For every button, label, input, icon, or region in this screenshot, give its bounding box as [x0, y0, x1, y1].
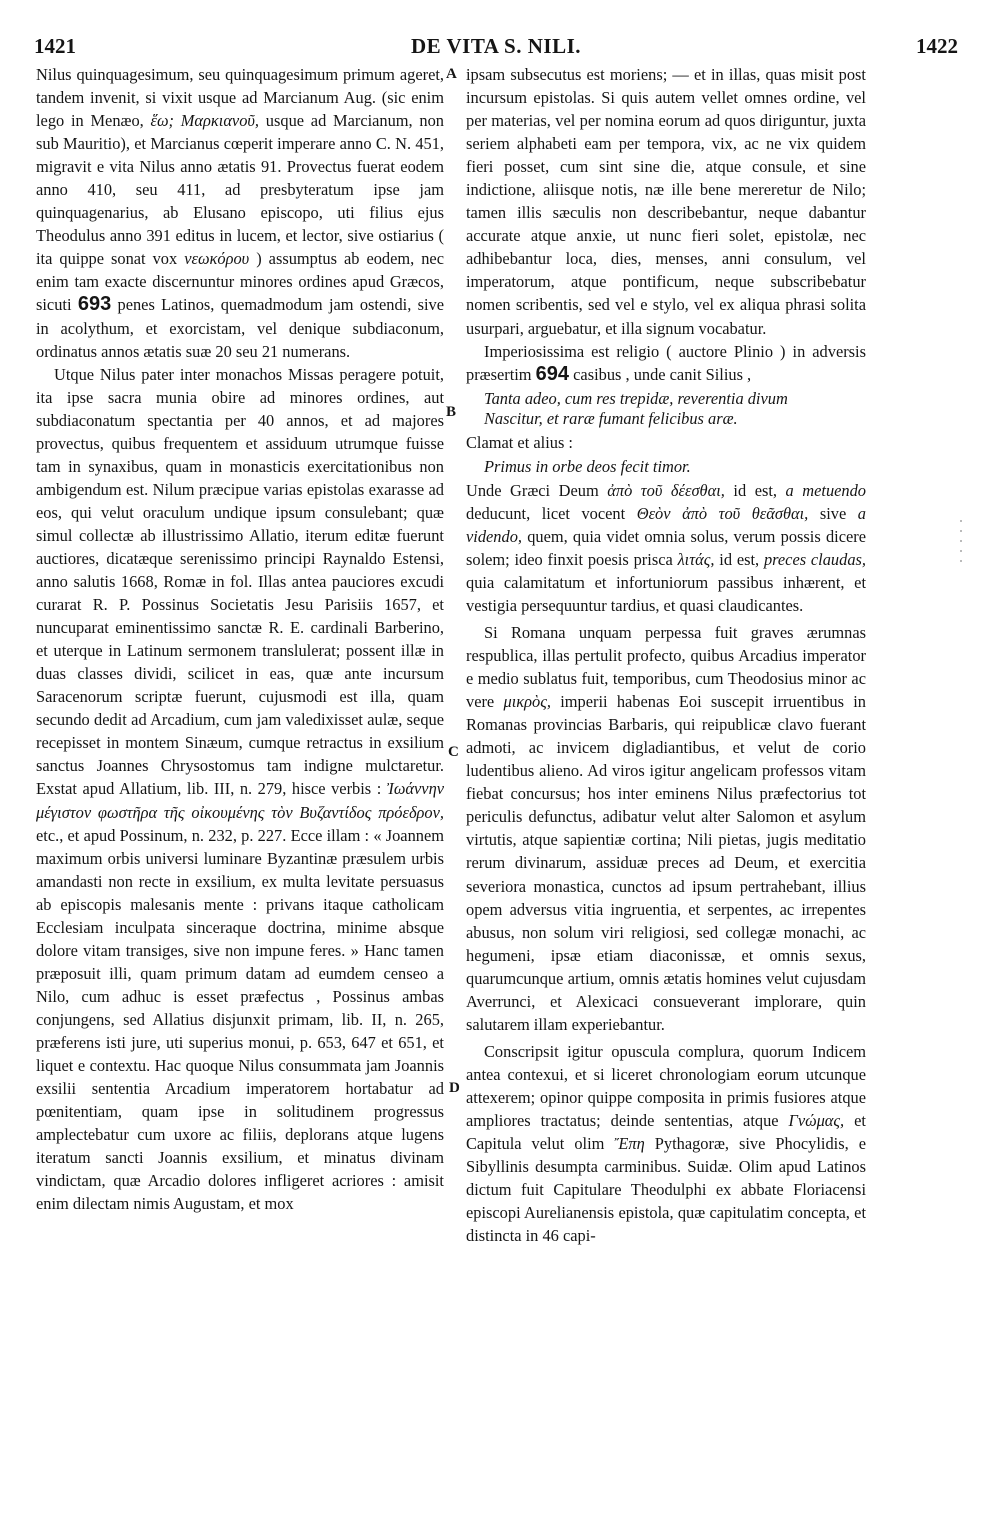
scan-speckle-decoration [958, 520, 964, 580]
verse-quotation-1: Tanta adeo, cum res trepidæ, reverentia divum Nascitur, et raræ fumant felicibus aræ. [484, 388, 788, 428]
left-column [36, 63, 444, 1215]
right-paragraph-3: Unde Græci Deum ἀπὸ τοῦ δέεσθαι, id est, a metuendo deducunt, licet vocent Θεὸν ἀπὸ τοῦ θεᾶσθαι, sive a videndo, quem, quia videt omnia solus, verum possis dicere solem; ideo finxit poesis prisca λιτάς, id est, preces claudas, quia calamitatum et infortuniorum passibus inhærent, et vestigia persequuntur tardius, et quasi claudicantes. [466, 480, 867, 615]
greek-text: Θεὸν ἀπὸ τοῦ θεᾶσθαι, [636, 503, 809, 523]
greek-text: λιτάς, [677, 549, 715, 569]
right-column [466, 63, 866, 1247]
left-page-number: 1421 [34, 34, 76, 58]
greek-text: Γνώμας, [788, 1110, 845, 1130]
margin-letter-b: B [446, 404, 457, 420]
margin-letter-d: D [449, 1080, 460, 1096]
right-clamat-line: Clamat et alius : [466, 432, 573, 452]
column-marker-number: 693 [77, 293, 112, 316]
margin-letter-c: C [448, 744, 459, 760]
greek-text: Μαρκιανοῦ, [180, 111, 260, 131]
greek-text: Ἔπη [614, 1134, 645, 1154]
right-paragraph-2: Imperiosissima est religio ( auctore Plinio ) in adversis præsertim 694 casibus , unde canit Silius , [466, 341, 866, 385]
right-paragraph-1: ipsam subsecutus est moriens; — et in illas, quas misit post incursum epistolas. Si quis autem vellet omnes ordine, vel per materias, vel per nomina eorum ad quos diriguntur, juxta seriem alphabeti eam per tempora, vix, ac ne vix quidem fieri posset, cum sint sine die, atque consule, et sine indictione, aliisque notis, næ ille bene mereretur de Nilo; tamen illis sæculis non describebantur, neque dabantur accurate atque anxie, ut nunc fieri solet, epistolæ, nec adhibebantur loca, dies, menses, anni consulum, vel imperatorum, atque pontificum, neque subscribebatur nomen scribentis, sed vel e stylo, vel ex aliqua phrasi solita usurpari, arguebatur, et illa signum vocabatur. [466, 65, 866, 338]
verse-quotation-2: Primus in orbe deos fecit timor. [484, 456, 691, 476]
column-marker-number: 694 [535, 362, 570, 385]
greek-text: μικρὸς, [503, 692, 551, 712]
margin-letter-a: A [446, 66, 457, 82]
greek-text: ἀπὸ τοῦ δέεσθαι, [607, 480, 725, 500]
running-title: DE VITA S. NILI. [410, 34, 582, 58]
greek-text: Ἰωάννην μέγιστον φωστῆρα τῆς οἰκουμένης τὸν Βυζαντίδος πρόεδρον, [36, 779, 444, 822]
right-page-number: 1422 [916, 34, 958, 58]
left-paragraph-1: Nilus quinquagesimum, seu quinquagesimum primum ageret, tandem invenit, si vixit usque ad Marcianum Aug. (sic enim lego in Menæo, ἕω; Μαρκιανοῦ, usque ad Marcianum, non sub Mauritio), et Marcianus cœperit imperare anno C. N. 451, migravit e vita Nilus anno ætatis 91. Provectus fuerat eodem anno 410, seu 411, ad presbyteratum ipse jam quinquagenarius, ab Elusano episcopo, uti filius ejus Theodulus anno 391 editus in lucem, et lector, sive ostiarius ( ita quippe sonat vox νεωκόρου ) assumptus ab eodem, nec enim tam exacte discernuntur minores ordines apud Græcos, sicuti 693 penes Latinos, quemadmodum jam ostendi, sive in acolythum, et exorcistam, vel denique subdiaconum, ordinatus annos ætatis suæ 20 seu 21 numerans. [36, 65, 444, 361]
left-paragraph-2: Utque Nilus pater inter monachos Missas peragere potuit, ita ipse sacra munia obire ad minores ordines, aut subdiaconatum spectantia per 40 annos, et ad majores provectus, quibus frequentem et assiduum utrumque fuisse tam in synaxibus, quam in monasticis exercitationibus non ambigendum est. Nilum præcipue varias epistolas exarasse ad eos, qui velut oraculum undique ipsum consulebant; quæ simul collectæ ab illustrissimo Allatio, iterum editæ fuerunt auctiores, dicatæque serenissimo principi Raynaldo Estensi, anno salutis 1668, Romæ in fol. Illas antea pauciores excudi curarat R. P. Possinus Societatis Jesu Parisiis 1657, et nuncuparat eminentissimo sanctæ R. E. cardinali Barberino, et uterque in Latinum sermonem translulerat; possent illæ in duas classes dividi, scilicet in eas, quæ ante incursum Saracenorum scriptæ fuerunt, cujusmodi est illa, quam secundo dedit ad Arcadium, cum jam valedixisset aulæ, seque recepisset in montem Sinæum, cumque retractus in exsilium sanctus Joannes Chrysostomus tam indigne mulctaretur. Exstat apud Allatium, lib. III, n. 279, hisce verbis : Ἰωάννην μέγιστον φωστῆρα τῆς οἰκουμένης τὸν Βυζαντίδος πρόεδρον, etc., et apud Possinum, n. 232, p. 227. Ecce illam : « Joannem maximum orbis universi luminare Byzantinæ præsulem urbis amandasti non recte in exsilium, ex multa levitate persuasus ab episcopis malesanis mente : privans itaque catholicam Ecclesiam inculpata sinceraque doctrina, minime absque dolore vitam transiges, sive non impune feres. » Hanc tamen præposuit illi, quam primum datam ad eumdem censeo a Nilo, cum adhuc is esset præfectus , Possinus ambas conjungens, sed Allatius disjunxit primam, lib. II, n. 265, præferens isti jure, uti superius monui, p. 653, 647 et 651, et liquet e contextu. Hac quoque Nilus consummata jam Joannis exsilii sententia Arcadium imperatorem hortabatur ad pœnitentiam, quam ipse in solitudinem progressus amplectebatur cum uxore ac filiis, deplorans atque lugens iteratum sancti Joannis exsilium, et minatus divinam vindictam, quæ Arcadio dolores infligeret acriores : amisit enim dilectam nimis Augustam, et mox [36, 364, 444, 1214]
right-paragraph-4: Si Romana unquam perpessa fuit graves ærumnas respublica, illas pertulit profecto, quibus Arcadius imperator e medio sublatus fuit, temporibus, cum Theodosius minor ac vere μικρὸς, imperii habenas Eoi suscepit irruentibus in Romanas provincias Barbaris, qui reipublicæ clavo fuerant admoti, ac invicem digladiantibus, et velut de corio ludentibus alieno. Ad viros igitur angelicam professos vitam fiebat concursus; hos inter eminens Nilus præfectorius tot periculis defunctus, adibatur velut alter Salomon et asylum virtutis, atque sapientiæ cortina; Nili pietas, jugis meditatio rerum divinarum, assiduæ preces ad Deum, et exercitia severiora monastica, cunctos ad ipsum pertrahebant, illius opem adversus vitia ingruentia, et serpentes, ac irrepentes abusus, non solum viri religiosi, sed collegæ monachi, ac hegumeni, ipsæ etiam diaconissæ, et omnis sexus, quarumcunque artium, omnis ætatis homines velut cujusdam Averrunci, et Alexicaci consueverant implorare, quin salutarem illam experiebantur. [466, 622, 866, 1034]
running-header [34, 34, 958, 64]
greek-text: ἕω; [150, 111, 175, 131]
right-paragraph-5: Conscripsit igitur opuscula complura, quorum Indicem antea contexui, et si liceret chronologiam eorum utcunque attexerem; opinor quippe composita in primis fusiores atque ampliores tractatus; deinde sententias, atque Γνώμας, et Capitula velut olim Ἔπη Pythagoræ, sive Phocylidis, e Sibyllinis desumpta carminibus. Suidæ. Olim apud Latinos dictum fuit Capitulare Theodulphi ex abbate Floriacensi episcopi Aurelianensis epistola, quæ capitulatim concepta, et distincta in 46 capi- [466, 1041, 866, 1246]
greek-text: νεωκόρου [184, 249, 250, 269]
